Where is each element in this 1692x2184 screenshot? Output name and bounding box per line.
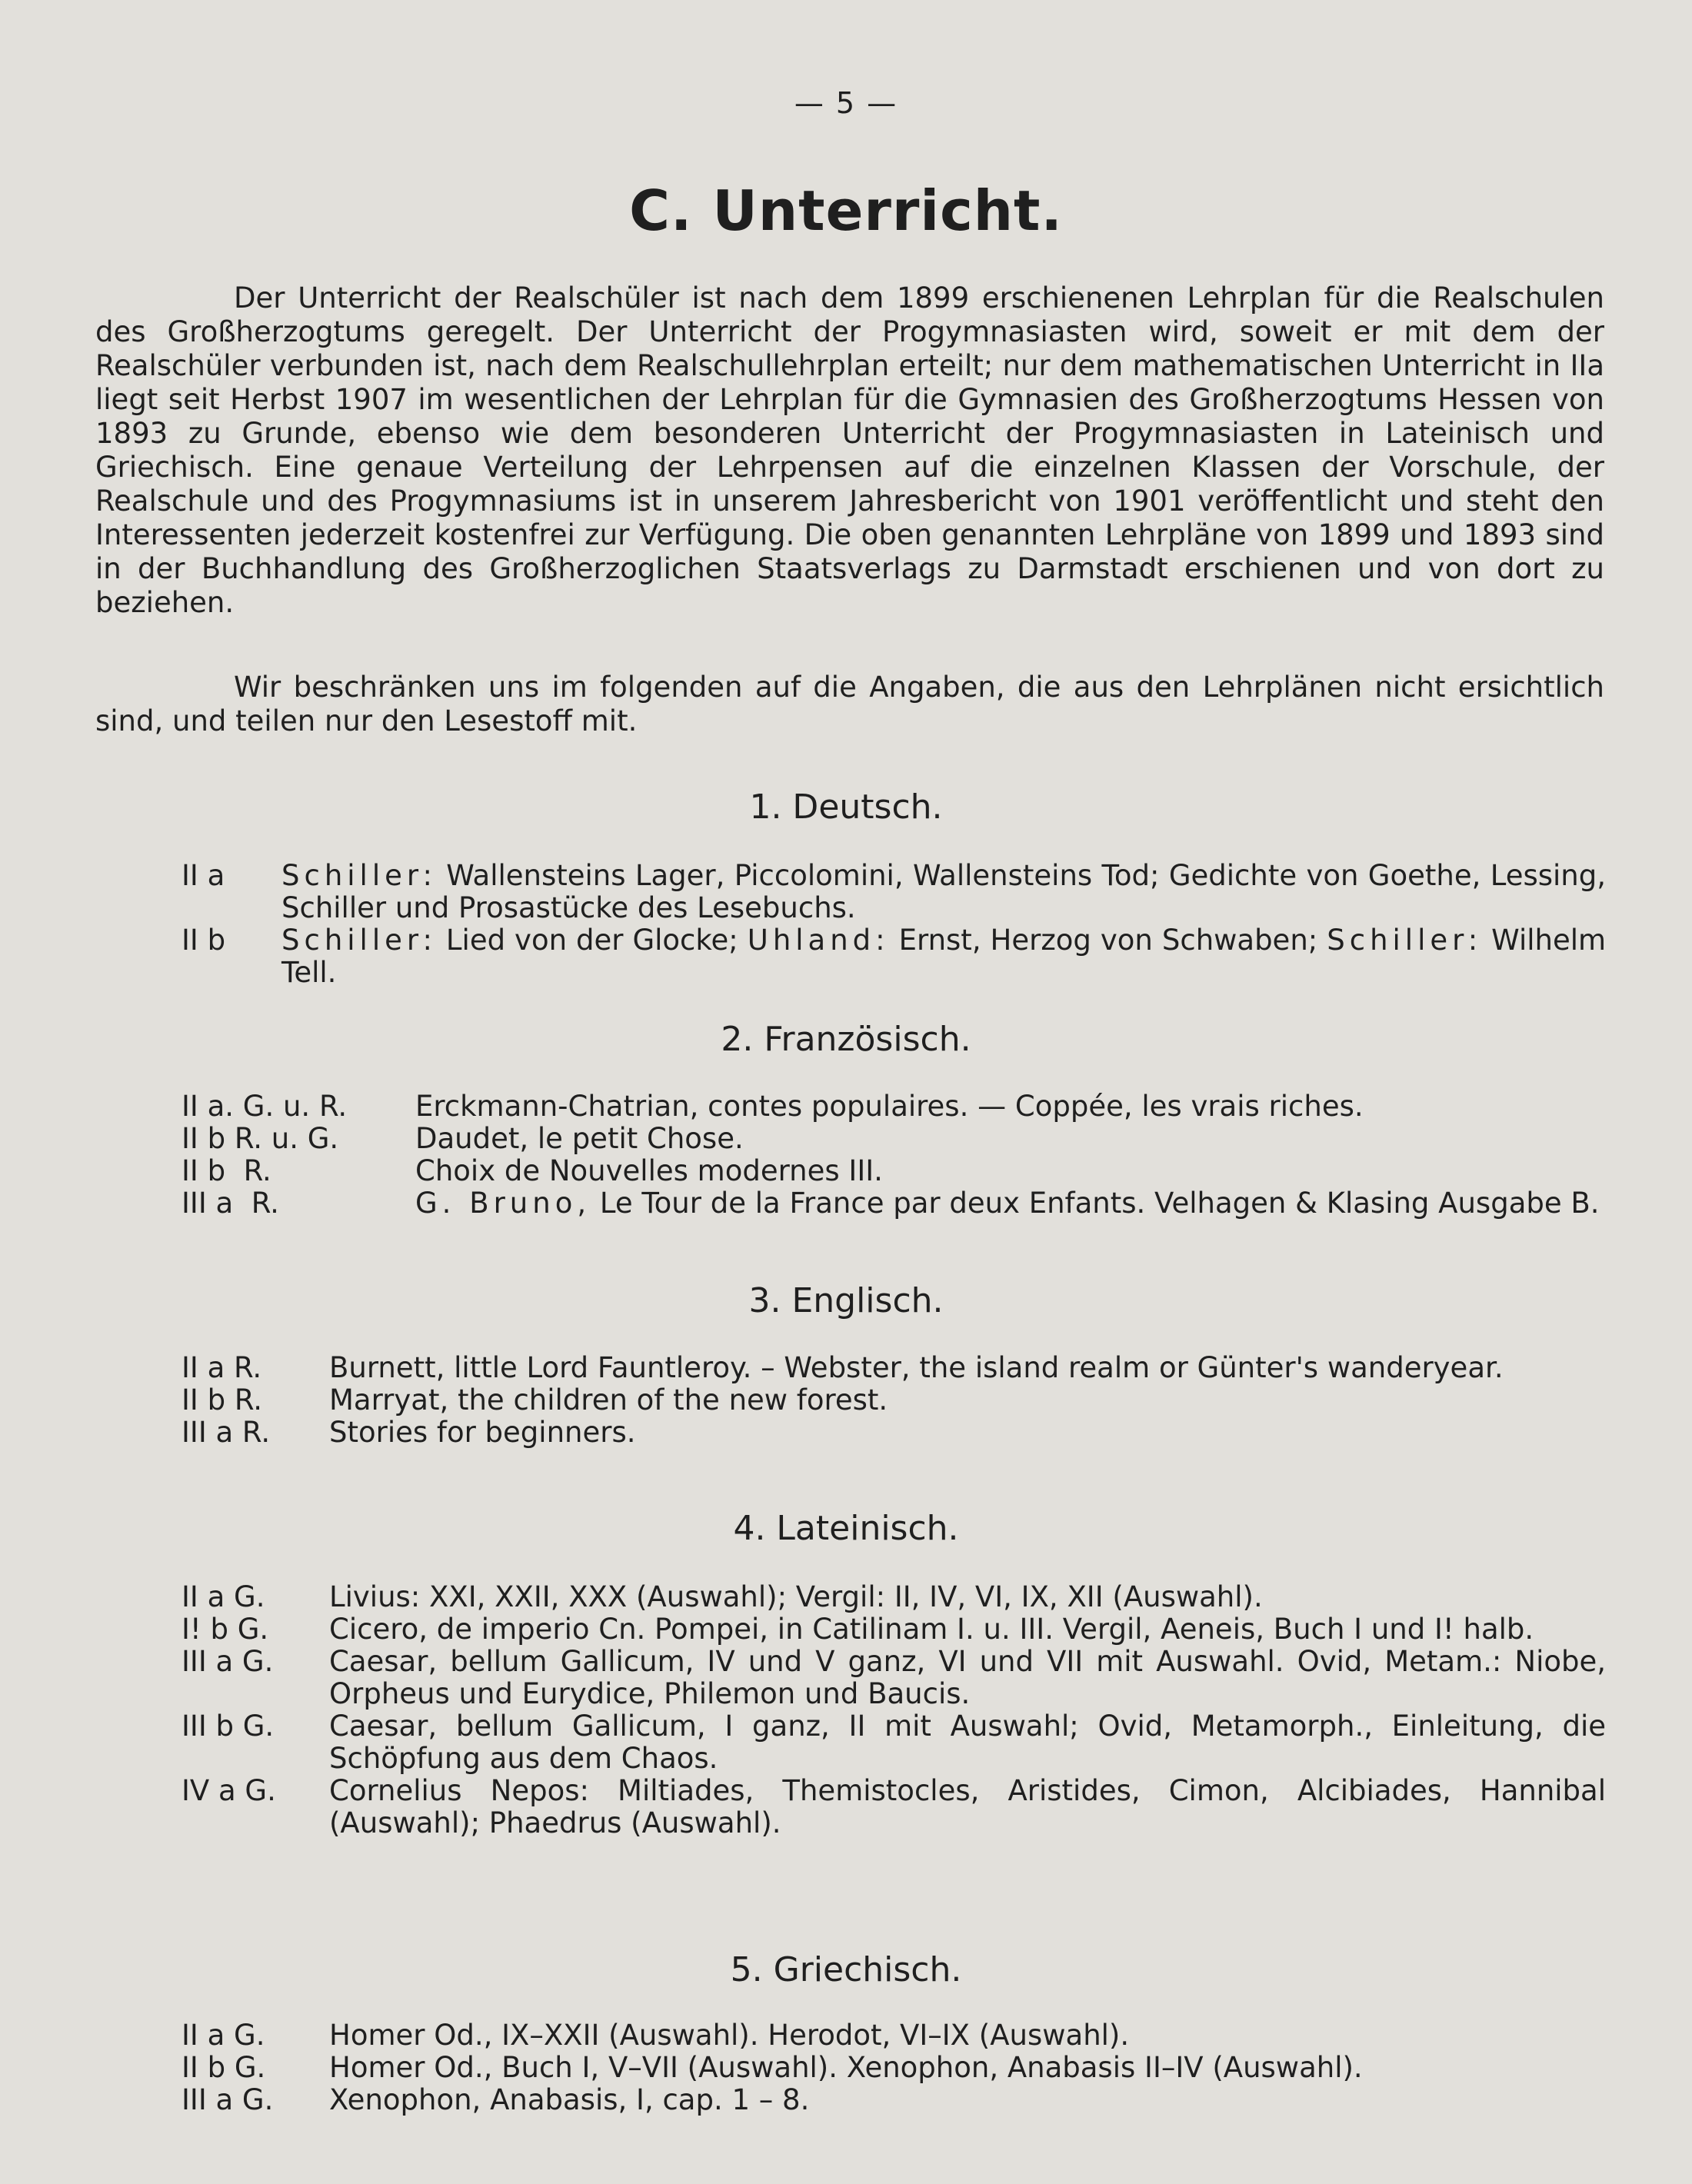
entry-text-part: Lied von der Glocke; [445, 924, 738, 957]
section-griechisch [182, 2019, 1606, 2116]
entry-text: Stories for beginners. [329, 1416, 636, 1449]
list-item [182, 1613, 1606, 1646]
class-label: IV a G. [182, 1774, 276, 1807]
list-item [182, 1775, 1606, 1839]
entry-text-part: Wilhelm Tell. [281, 924, 1607, 989]
class-label: II a [182, 859, 225, 892]
page-title: C. Unterricht. [629, 178, 1063, 243]
entry-text: Caesar, bellum Gallicum, IV und V ganz, VI und VII mit Auswahl. Ovid, Metam.: Niobe, Orpheus und Eurydice, Philemon und Baucis. [329, 1645, 1606, 1710]
class-label: III a G. [182, 1645, 274, 1678]
author-name: Schiller: [281, 924, 437, 957]
class-label: I! b G. [182, 1613, 269, 1646]
class-label: III a R. [182, 1416, 271, 1449]
entry-text-part: Wallensteins Lager, Piccolomini, Wallensteins Tod; Gedichte von Goethe, Lessing, Schiller und Prosastücke des Lesebuchs. [281, 859, 1606, 924]
entry-text: Xenophon, Anabasis, I, cap. 1 – 8. [329, 2083, 810, 2116]
entry-text: Marryat, the children of the new forest. [329, 1383, 888, 1417]
entry-text: Homer Od., IX–XXII (Auswahl). Herodot, VI–IX (Auswahl). [329, 2019, 1130, 2052]
entry-text-part: Ernst, Herzog von Schwaben; [898, 924, 1318, 957]
entry-text [415, 1187, 1606, 1220]
entry-text: Cornelius Nepos: Miltiades, Themistocles, Aristides, Cimon, Alcibiades, Hannibal (Auswahl); Phaedrus (Auswahl). [329, 1774, 1606, 1839]
page-number: — 5 — [794, 86, 898, 120]
section-englisch [182, 1352, 1606, 1449]
list-item [182, 1090, 1606, 1123]
entry-text [281, 860, 1606, 924]
entry-text: Daudet, le petit Chose. [415, 1122, 744, 1155]
section-title-englisch: 3. Englisch. [748, 1281, 944, 1320]
section-deutsch [182, 860, 1606, 989]
list-item [182, 1417, 1606, 1449]
intro-paragraph-1 [95, 281, 1604, 620]
list-item [182, 2052, 1606, 2084]
list-item [182, 1581, 1606, 1613]
class-label: III a G. [182, 2083, 274, 2116]
class-label: II b [182, 924, 226, 957]
class-label: II a G. [182, 2019, 265, 2052]
class-label: II b R. [182, 1383, 262, 1417]
list-item [182, 1123, 1606, 1155]
section-title-franzoesisch: 2. Französisch. [721, 1020, 971, 1059]
section-franzoesisch [182, 1090, 1606, 1220]
class-label: II b R. u. G. [182, 1122, 339, 1155]
section-title-lateinisch: 4. Lateinisch. [733, 1509, 959, 1548]
class-label: II a G. [182, 1580, 265, 1613]
list-item [182, 1646, 1606, 1710]
entry-text: Choix de Nouvelles modernes III. [415, 1154, 883, 1187]
section-lateinisch [182, 1581, 1606, 1839]
intro-text-1: Der Unterricht der Realschüler ist nach dem 1899 erschienenen Lehrplan für die Realschulen des Großherzogtums geregelt. Der Unterricht der Progymnasiasten wird, soweit er mit dem der Realschüler verbunden ist, nach dem Realschullehrplan erteilt; nur dem mathematischen Unterricht in IIa liegt seit Herbst 1907 im wesentlichen der Lehrplan für die Gymnasien des Großherzogtums Hessen von 1893 zu Grunde, ebenso wie dem besonderen Unterricht der Progymnasiasten in Lateinisch und Griechisch. Eine genaue Verteilung der Lehrpensen auf die einzelnen Klassen der Vorschule, der Realschule und des Progymnasiums ist in unserem Jahresbericht von 1901 veröffentlicht und steht den Interessenten jederzeit kostenfrei zur Verfügung. Die oben genannten Lehrpläne von 1899 und 1893 sind in der Buchhandlung des Großherzoglichen Staatsverlags zu Darmstadt erschienen und von dort zu beziehen. [95, 281, 1604, 619]
entry-text: Cicero, de imperio Cn. Pompei, in Catilinam I. u. III. Vergil, Aeneis, Buch I und I! halb. [329, 1613, 1534, 1646]
author-name: Uhland: [747, 924, 890, 957]
author-name: G. Bruno, [415, 1187, 591, 1220]
intro-text-2: Wir beschränken uns im folgenden auf die Angaben, die aus den Lehrplänen nicht ersichtlich sind, und teilen nur den Lesestoff mit. [95, 671, 1604, 737]
class-label: II a R. [182, 1351, 262, 1384]
list-item [182, 2084, 1606, 2116]
author-name: Schiller: [281, 859, 437, 892]
list-item [182, 1187, 1606, 1220]
entry-text: Homer Od., Buch I, V–VII (Auswahl). Xenophon, Anabasis II–IV (Auswahl). [329, 2051, 1363, 2084]
list-item [182, 1155, 1606, 1187]
class-label: II b R. [182, 1154, 271, 1187]
entry-text-part: Le Tour de la France par deux Enfants. Velhagen & Klasing Ausgabe B. [599, 1187, 1600, 1220]
class-label: III a R. [182, 1187, 279, 1220]
list-item [182, 1384, 1606, 1417]
list-item [182, 1710, 1606, 1775]
intro-paragraph-2 [95, 671, 1604, 738]
entry-text [281, 924, 1606, 989]
author-name: Schiller: [1327, 924, 1483, 957]
section-title-deutsch: 1. Deutsch. [749, 787, 943, 827]
list-item [182, 1352, 1606, 1384]
list-item [182, 2019, 1606, 2052]
entry-text: Burnett, little Lord Fauntleroy. – Webster, the island realm or Günter's wanderyear. [329, 1351, 1504, 1384]
entry-text: Caesar, bellum Gallicum, I ganz, II mit Auswahl; Ovid, Metamorph., Einleitung, die Schöpfung aus dem Chaos. [329, 1710, 1606, 1775]
class-label: III b G. [182, 1710, 275, 1743]
class-label: II a. G. u. R. [182, 1090, 348, 1123]
list-item [182, 860, 1606, 924]
list-item [182, 924, 1606, 989]
class-label: II b G. [182, 2051, 266, 2084]
section-title-griechisch: 5. Griechisch. [730, 1950, 962, 1989]
entry-text: Erckmann-Chatrian, contes populaires. — Coppée, les vrais riches. [415, 1090, 1364, 1123]
entry-text: Livius: XXI, XXII, XXX (Auswahl); Vergil: II, IV, VI, IX, XII (Auswahl). [329, 1580, 1263, 1613]
